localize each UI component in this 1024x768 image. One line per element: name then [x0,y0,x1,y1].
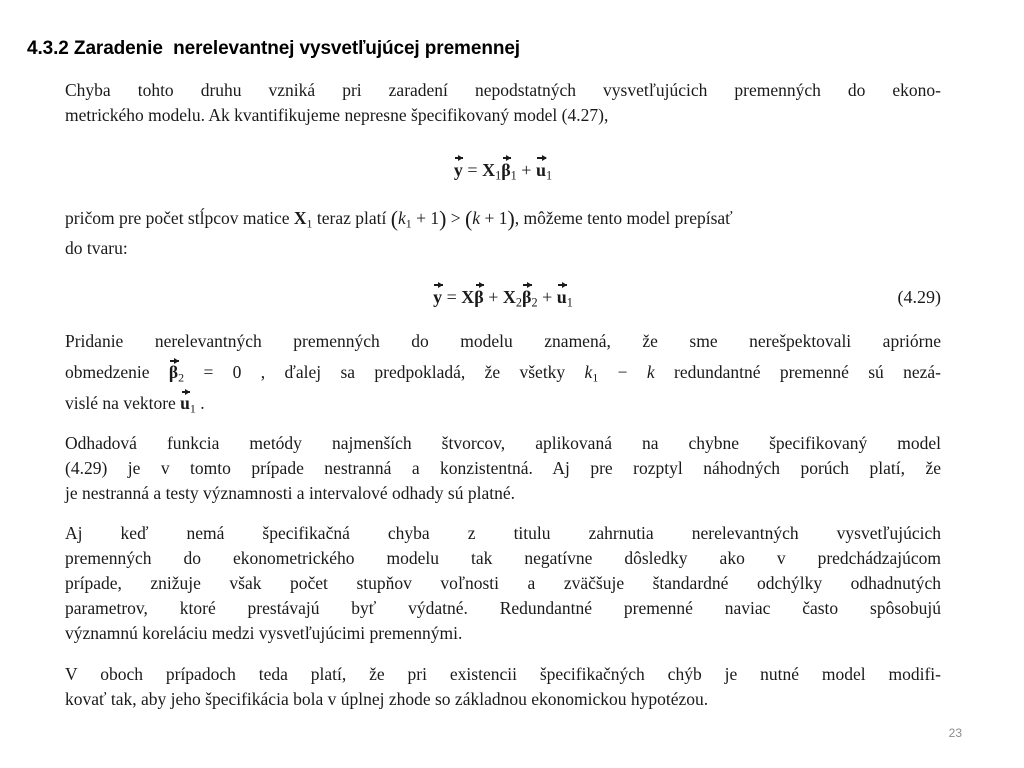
vector-u-subscript: 1 [566,295,573,310]
plus-one: + 1 [411,208,440,228]
equation-number: (4.29) [897,287,941,307]
paren-open: ( [390,206,398,231]
vector-beta-subscript: 1 [510,168,517,183]
plus-sign: + [516,160,536,180]
text-fragment: teraz platí [312,208,391,228]
paragraph-conclusion-line-1: V oboch prípadoch teda platí, že pri existencii špecifikačných chýb je nutné model modifi- [65,664,941,684]
difference [584,362,655,385]
matrix-x: X [461,287,475,307]
variable-k-subscript: 1 [592,370,599,385]
matrix-x2: X [502,287,516,307]
paragraph-intro-line-1: Chyba tohto druhu vzniká pri zaradení nepodstatných vysvetľujúcich premenných do ekono- [65,80,941,100]
paragraph-irrelevant-line-3 [65,391,941,416]
restriction [168,362,242,385]
variable-k: k [584,362,593,382]
paren-close: ) [507,206,515,231]
vector-beta2: β [522,287,532,307]
text-fragment: vislé na vektore [65,393,181,413]
paragraph-degrees-of-freedom [65,521,941,646]
vector-u: u [535,160,546,180]
paragraph-irrelevant-variables [65,329,941,416]
matrix-x: X [293,208,307,228]
page-number: 23 [948,726,962,740]
paragraph-ols-estimator [65,431,941,506]
inequality [390,206,515,231]
paragraph-columns-line-1 [65,204,941,232]
equals-sign: = [442,287,462,307]
paragraph-dof-line-3: prípade, znižuje však počet stupňov voľnosti a zväčšuje štandardné odchýlky odhadnutých [65,573,941,593]
greater-than-sign: > [446,208,466,228]
paragraph-ols-line-3: je nestranná a testy významnosti a intervalové odhady sú platné. [65,483,516,503]
paragraph-dof-line-5: významnú koreláciu medzi vysvetľujúcimi premennými. [65,623,463,643]
paren-close: ) [439,206,447,231]
matrix-x2-subscript: 2 [515,295,522,310]
paragraph-columns [65,204,941,261]
slide-title: 4.3.2 Zaradenie nerelevantnej vysvetľujúcej premennej [27,38,520,59]
plus-sign: + [537,287,557,307]
equation-misspecified-model [65,150,941,190]
matrix-x: X [482,160,496,180]
paragraph-dof-line-2: premenných do ekonometrického modelu tak negatívne dôsledky ako v predchádzajúcom [65,548,941,568]
vector-beta: β [474,287,484,307]
paragraph-intro-line-2: metrického modelu. Ak kvantifikujeme nepresne špecifikovaný model (4.27), [65,105,609,125]
equation-misspecified-body [65,158,941,183]
slide-content [65,78,941,712]
vector-beta: β [501,160,511,180]
paren-open: ( [465,206,473,231]
vector-y: y [433,287,443,307]
paragraph-irrelevant-line-1: Pridanie nerelevantných premenných do modelu znamená, že sme nerešpektovali apriórne [65,331,941,351]
text-fragment: redundantné premenné sú nezá- [654,362,942,382]
equals-zero: = 0 [184,362,242,382]
paragraph-irrelevant-line-2 [65,360,941,385]
paragraph-ols-line-1: Odhadová funkcia metódy najmenších štvorcov, aplikovaná na chybne špecifikovaný model [65,433,941,453]
paragraph-ols-line-2: (4.29) je v tomto prípade nestranná a konzistentná. Aj pre rozptyl náhodných porúch platí, že [65,458,941,478]
vector-beta2-subscript: 2 [178,370,185,385]
variable-k: k [398,208,406,228]
vector-beta2-subscript: 2 [531,295,538,310]
matrix-x-subscript: 1 [495,168,502,183]
vector-u: u [556,287,567,307]
paragraph-conclusion-line-2: kovať tak, aby jeho špecifikácia bola v úplnej zhode so základnou ekonomickou hypotézou. [65,689,709,709]
text-fragment: , môžeme tento model prepísať [514,208,733,228]
vector-u-subscript: 1 [189,401,196,416]
plus-one: + 1 [480,208,508,228]
text-fragment: obmedzenie [65,362,169,382]
variable-k-subscript: 1 [405,216,412,231]
paragraph-dof-line-1: Aj keď nemá špecifikačná chyba z titulu zahrnutia nerelevantných vysvetľujúcich [65,523,941,543]
variable-k: k [472,208,481,228]
vector-beta2: β [168,362,179,382]
matrix-x-subscript: 1 [306,216,313,231]
text-fragment: . [195,393,205,413]
paragraph-columns-line-2: do tvaru: [65,238,128,258]
text-fragment: pričom pre počet stĺpcov matice [65,208,294,228]
variable-k: k [646,362,655,382]
vector-u-subscript: 1 [545,168,553,183]
equation-4-29 [65,277,941,317]
text-fragment: , ďalej sa predpokladá, že všetky [241,362,585,382]
equals-sign: = [462,160,483,180]
paragraph-dof-line-4: parametrov, ktoré prestávajú byť výdatné. Redundantné premenné naviac často spôsobujú [65,598,941,618]
vector-u: u [180,393,190,413]
plus-sign: + [483,287,503,307]
vector-y: y [453,160,463,180]
equation-4-29-body [65,285,941,310]
vector-u-group [180,393,196,416]
paragraph-intro [65,78,941,128]
paragraph-conclusion [65,662,941,712]
minus-sign: − [598,362,647,382]
